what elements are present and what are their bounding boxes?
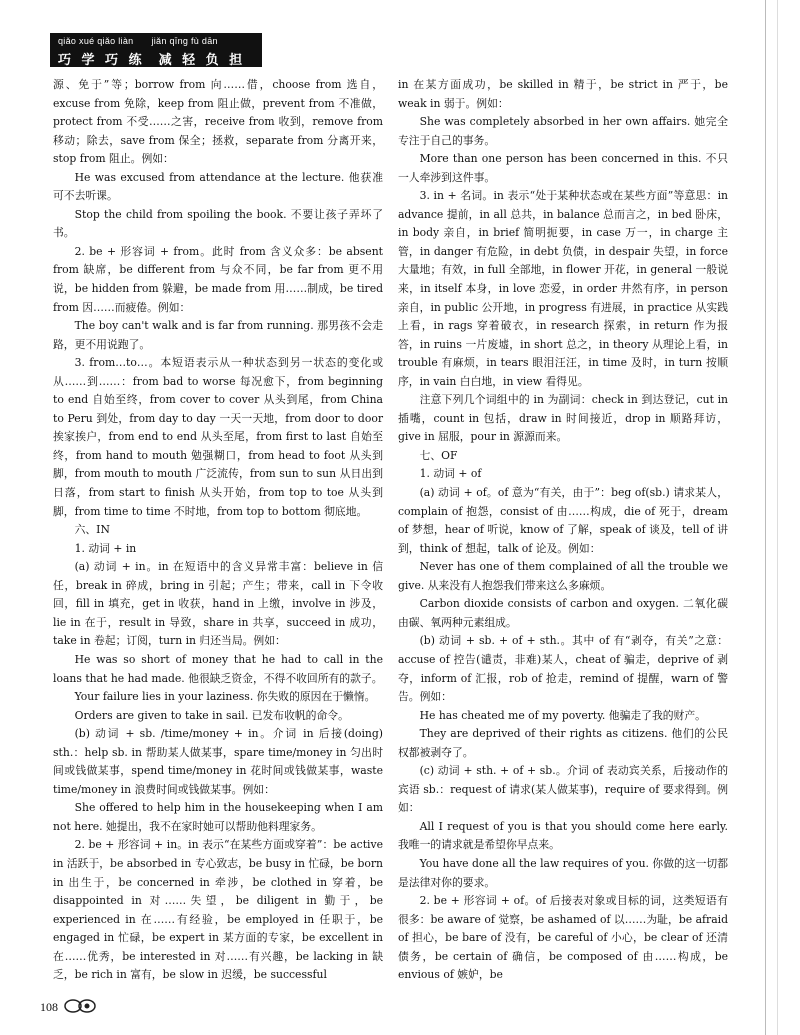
- paragraph: You have done all the law requires of you. 你做的这一切都是法律对你的要求。: [398, 856, 728, 889]
- header-title-2: 减 轻 负 担: [158, 53, 246, 68]
- paragraph: 源、免于”等；borrow from 向……借，choose from 选自，excuse from 免除，keep from 阻止做，prevent from 不准做，protect from 不受……之害，receive from 收到，remove from 移动；除去，save from 保全；拯救，separate from 分离开来，stop from 阻止。例如：: [53, 78, 383, 166]
- header-title: [58, 49, 259, 68]
- page-number: 108: [40, 1000, 58, 1014]
- paragraph: 2. be + 形容词 + from。此时 from 含义众多：be absent from 缺席，be different from 与众不同，be far from 更不用说，be hidden from 躲避，be made from 用……制成，be tired from 因……而疲倦。例如：: [53, 244, 383, 314]
- paragraph: (b) 动词 + sb. + of + sth.。其中 of 有“剥夺，有关”之意：accuse of 控告(谴责，非难)某人，cheat of 骗走，deprive of 剥夺，inform of 汇报，rob of 抢走，remind of 提醒，warn of 警告。例如：: [398, 634, 728, 704]
- paragraph: Stop the child from spoiling the book. 不要让孩子弄坏了书。: [53, 207, 383, 240]
- magazine-logo-icon: [63, 996, 99, 1014]
- page-edge-line: [765, 0, 766, 1035]
- header-title-1: 巧 学 巧 练: [58, 53, 145, 68]
- paragraph: More than one person has been concerned in this. 不只一人牵涉到这件事。: [398, 152, 728, 184]
- paragraph: in 在某方面成功，be skilled in 精于，be strict in 严于，be weak in 弱于。例如：: [398, 78, 728, 110]
- paragraph: All I request of you is that you should come here early. 我唯一的请求就是希望你早点来。: [398, 819, 728, 852]
- right-column: [398, 76, 728, 985]
- paragraph: Orders are given to take in sail. 已发布收帆的命令。: [74, 708, 349, 722]
- paragraph: 2. be + 形容词 + of。of 后接表对象或目标的词，这类短语有很多：be aware of 觉察，be ashamed of 以……为耻，be afraid of 担心，be bare of 没有，be careful of 小心，be clear of 还清债务，be certain of 确信，be composed of 由……构成，be envious of 嫉妒，be: [398, 894, 728, 982]
- paragraph: He was excused from attendance at the lecture. 他获准可不去听课。: [53, 170, 383, 203]
- paragraph: They are deprived of their rights as citizens. 他们的公民权都被剥夺了。: [398, 727, 728, 759]
- paragraph: She was completely absorbed in her own affairs. 她完全专注于自己的事务。: [398, 115, 728, 147]
- paragraph: He has cheated me of my poverty. 他骗走了我的财产。: [419, 708, 706, 722]
- paragraph: (c) 动词 + sth. + of + sb.。介词 of 表动宾关系，后接动作的宾语 sb.：request of 请求(某人做某事)，require of 要求得到。例如：: [398, 764, 728, 815]
- header-pinyin: [58, 36, 236, 46]
- header-pinyin-2: jiǎn qīng fù dān: [151, 36, 218, 46]
- paragraph: 3. from…to…。本短语表示从一种状态到另一状态的变化或从……到……：from bad to worse 每况愈下，from beginning to end 自始至终，from cover to cover 从头到尾，from China to Peru 到处，from day to day 一天一天地，from door to door 挨家挨户，from end to end 从头至尾，from first to last 自始至终，from hand to mouth 勉强糊口，from head to foot 从头到脚，from mouth to mouth 广泛流传，from sun to sun 从日出到日落，from start to finish 从头开始，from top to toe 从头到脚，from time to time 不时地，from top to bottom 彻底地。: [53, 356, 383, 518]
- header-pinyin-1: qiǎo xué qiǎo liàn: [58, 36, 134, 46]
- left-column: [53, 76, 383, 985]
- paragraph: He was so short of money that he had to call in the loans that he had made. 他很缺乏资金，不得不收回所有的款子。: [53, 652, 383, 685]
- paragraph: Never has one of them complained of all the trouble we give. 从来没有人抱怨我们带来这么多麻烦。: [398, 560, 728, 592]
- paragraph: 1. 动词 + of: [419, 467, 482, 481]
- paragraph: 1. 动词 + in: [74, 541, 137, 555]
- paragraph: 注意下列几个词组中的 in 为副词：check in 到达登记，cut in 插嘴，count in 包括，draw in 时间接近，drop in 顺路拜访，give in 屈服，pour in 源源而来。: [398, 393, 728, 444]
- section-heading: 六、IN: [74, 523, 110, 537]
- paragraph: Carbon dioxide consists of carbon and oxygen. 二氧化碳由碳、氧两种元素组成。: [398, 597, 728, 629]
- paragraph: (a) 动词 + in。in 在短语中的含义异常丰富：believe in 信任，break in 碎成，bring in 引起；产生；带来，call in 下令收回，fill in 填充，get in 收获，hand in 上缴，involve in 涉及，lie in 在于，result in 导致，share in 共享，succeed in 成功，take in 卷起；订阅，turn in 归还当局。例如：: [53, 560, 383, 648]
- paragraph: She offered to help him in the housekeeping when I am not here. 她提出，我不在家时她可以帮助他料理家务。: [53, 801, 383, 833]
- paragraph: (a) 动词 + of。of 意为“有关，由于”：beg of(sb.) 请求某人，complain of 抱怨，consist of 由……构成，die of 死于，dream of 梦想，hear of 听说，know of 了解，speak of 谈及，tell of 讲到，think of 想起，talk of 论及。例如：: [398, 486, 728, 555]
- paragraph: 2. be + 形容词 + in。in 表示“在某些方面或穿着”：be active in 活跃于，be absorbed in 专心致志，be busy in 忙碌，be born in 出生于，be concerned in 牵涉，be clothed in 穿着，be disappointed in 对……失望，be diligent in 勤于，be experienced in 在……有经验，be employed in 任职于，be engaged in 忙碌，be expert in 某方面的专家，be excellent in 在……优秀，be interested in 对……有兴趣，be lacking in 缺乏，be rich in 富有，be slow in 迟缓，be successful: [53, 838, 383, 982]
- paragraph: 3. in + 名词。in 表示“处于某种状态或在某些方面”等意思：in advance 提前，in all 总共，in balance 总而言之，in bed 卧床，in body 亲自，in brief 简明扼要，in case 万一，in charge 主管，in danger 有危险，in debt 负债，in despair 失望，in force 大量地；有效，in full 全部地，in flower 开花，in general 一般说来，in itself 本身，in love 恋爱，in order 井然有序，in person 亲自，in public 公开地，in progress 有进展，in practice 从实践上看，in rags 穿着破衣，in research 探索，in return 作为报答，in ruins 一片废墟，in short 总之，in theory 从理论上看，in trouble 有麻烦，in tears 眼泪汪汪，in time 及时，in turn 按顺序，in vain 白白地，in view 看得见。: [398, 189, 728, 388]
- section-heading: 七、OF: [419, 448, 458, 462]
- paragraph: Your failure lies in your laziness. 你失败的原因在于懒惰。: [74, 690, 376, 704]
- paragraph: The boy can't walk and is far from running. 那男孩不会走路，更不用说跑了。: [53, 319, 383, 351]
- page-edge-line-2: [777, 0, 778, 1035]
- paragraph: (b) 动词 + sb. /time/money + in。介词 in 后接(doing) sth.：help sb. in 帮助某人做某事，spare time/money in 匀出时间或钱做某事，spend time/money in 花时间或钱做某事，waste time/money in 浪费时间或钱做某事。例如：: [53, 727, 383, 796]
- page-header: [50, 33, 262, 67]
